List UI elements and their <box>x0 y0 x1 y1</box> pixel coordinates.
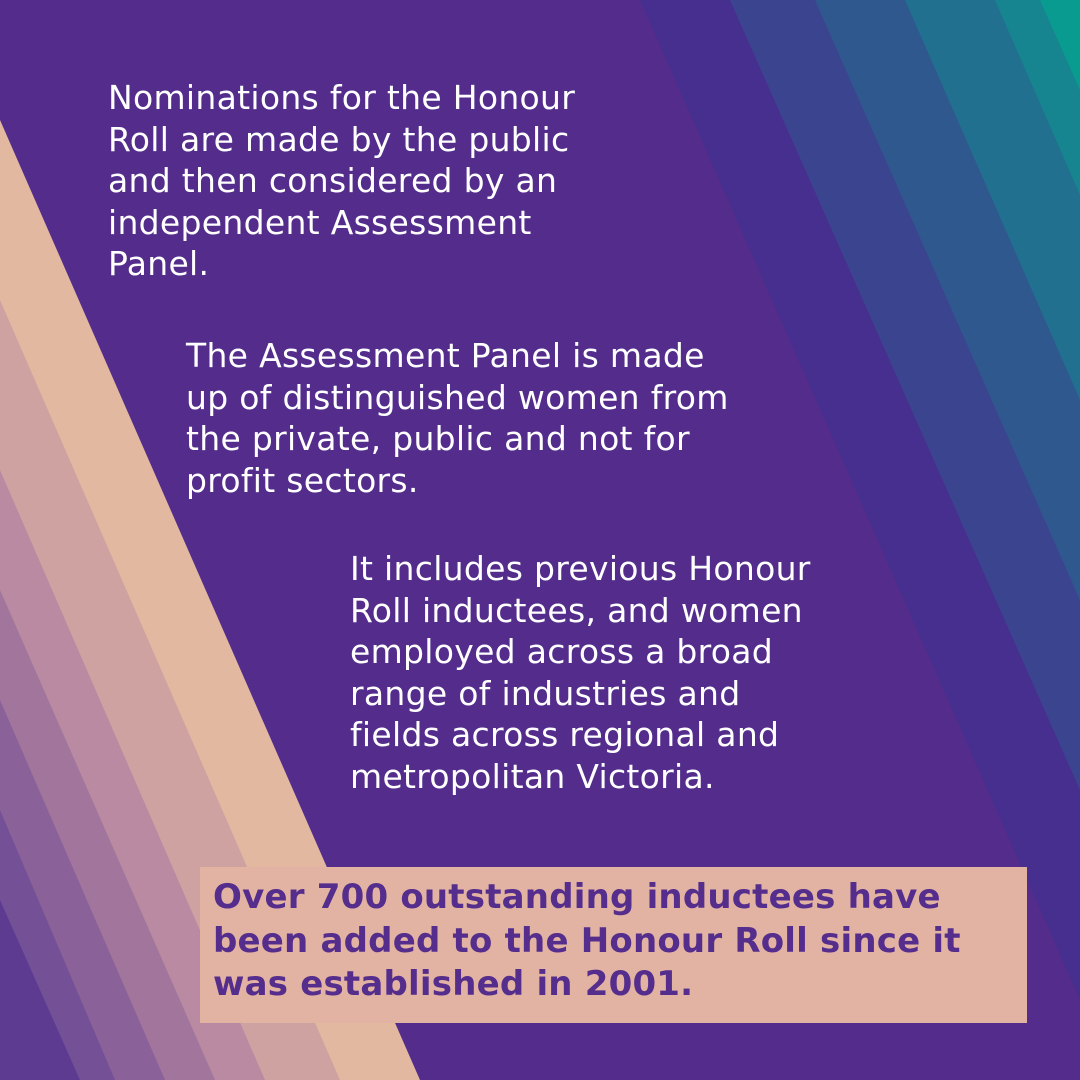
panel-members-paragraph: It includes previous Honour Roll inductees, and women employed across a broad range of industries and fields across regional and metropolitan Victoria. <box>350 549 811 796</box>
nominations-paragraph: Nominations for the Honour Roll are made by the public and then considered by an independent Assessment Panel. <box>108 78 576 283</box>
highlight-callout <box>200 867 1027 1023</box>
assessment-panel-paragraph: The Assessment Panel is made up of distinguished women from the private, public and not for profit sectors. <box>186 336 729 500</box>
highlight-callout-text: Over 700 outstanding inductees have been added to the Honour Roll since it was established in 2001. <box>213 877 961 1004</box>
